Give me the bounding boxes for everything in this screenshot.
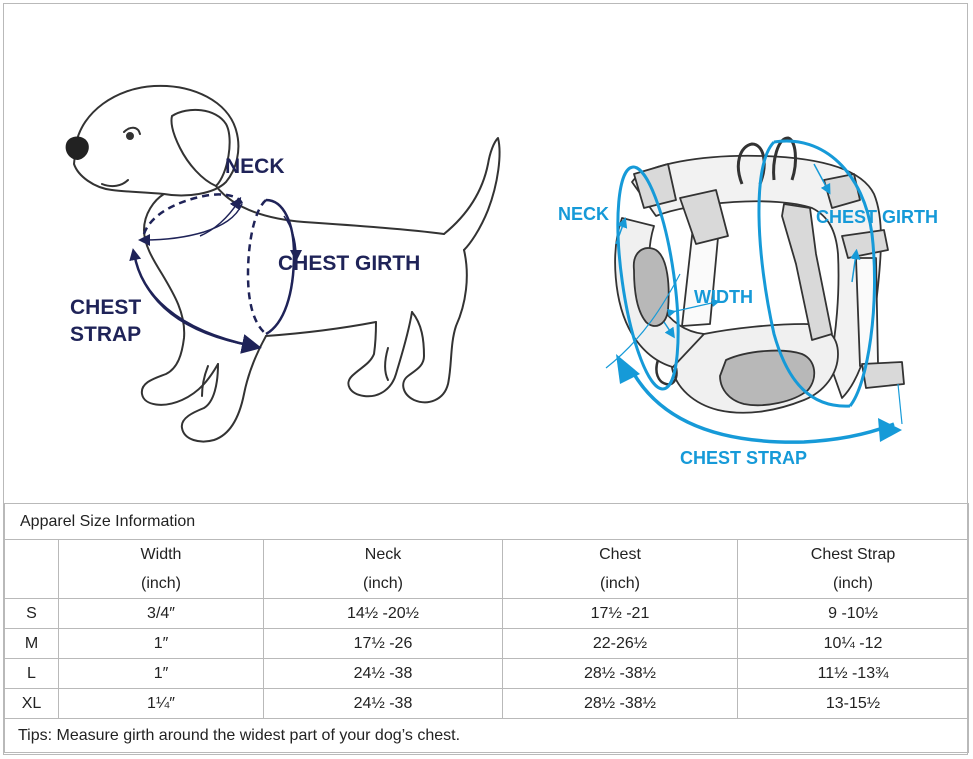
chest-strap-cell: 10¼ -12 bbox=[738, 629, 969, 659]
header-blank-unit bbox=[5, 570, 59, 599]
neck-cell: 14½ -20½ bbox=[264, 599, 503, 629]
width-cell: 1″ bbox=[59, 629, 264, 659]
harness-neck-label: NECK bbox=[558, 204, 610, 224]
chest-strap-cell: 9 -10½ bbox=[738, 599, 969, 629]
dog-chest-girth-label: CHEST GIRTH bbox=[278, 252, 421, 275]
chest-strap-cell: 13-15½ bbox=[738, 689, 969, 719]
dog-chest-strap-label-line2: STRAP bbox=[70, 323, 142, 346]
harness-chest-girth-label: CHEST GIRTH bbox=[816, 207, 939, 227]
size-table-section bbox=[4, 503, 968, 753]
chest-strap-arrow-right bbox=[878, 418, 902, 442]
header-neck: Neck bbox=[264, 540, 503, 571]
table-row bbox=[5, 659, 969, 689]
harness-width-label: WIDTH bbox=[694, 287, 753, 307]
measurement-illustration bbox=[4, 4, 967, 502]
chest-cell: 22-26½ bbox=[503, 629, 738, 659]
header-chest-strap: Chest Strap bbox=[738, 540, 969, 571]
table-header-names bbox=[5, 540, 969, 571]
width-cell: 1″ bbox=[59, 659, 264, 689]
header-chest-strap-unit: (inch) bbox=[738, 570, 969, 599]
dog-chest-strap-label-line1: CHEST bbox=[70, 296, 142, 319]
size-cell: M bbox=[5, 629, 59, 659]
size-cell: XL bbox=[5, 689, 59, 719]
table-header-units bbox=[5, 570, 969, 599]
header-chest-unit: (inch) bbox=[503, 570, 738, 599]
header-blank bbox=[5, 540, 59, 571]
width-cell: 1¼″ bbox=[59, 689, 264, 719]
neck-cell: 24½ -38 bbox=[264, 689, 503, 719]
table-row bbox=[5, 599, 969, 629]
chest-cell: 17½ -21 bbox=[503, 599, 738, 629]
chest-cell: 28½ -38½ bbox=[503, 659, 738, 689]
illustration-svg bbox=[4, 4, 967, 502]
size-cell: S bbox=[5, 599, 59, 629]
dog-neck-label: NECK bbox=[225, 155, 285, 178]
chest-strap-cell: 11½ -13¾ bbox=[738, 659, 969, 689]
table-row bbox=[5, 689, 969, 719]
size-cell: L bbox=[5, 659, 59, 689]
size-table bbox=[4, 503, 969, 753]
harness-chest-strap-label: CHEST STRAP bbox=[680, 448, 808, 468]
table-row bbox=[5, 629, 969, 659]
header-neck-unit: (inch) bbox=[264, 570, 503, 599]
neck-cell: 24½ -38 bbox=[264, 659, 503, 689]
chest-cell: 28½ -38½ bbox=[503, 689, 738, 719]
header-width: Width bbox=[59, 540, 264, 571]
tips-text: Tips: Measure girth around the widest part of your dog’s chest. bbox=[5, 719, 969, 753]
width-cell: 3/4″ bbox=[59, 599, 264, 629]
header-width-unit: (inch) bbox=[59, 570, 264, 599]
header-chest: Chest bbox=[503, 540, 738, 571]
table-title: Apparel Size Information bbox=[5, 504, 969, 540]
dog-nose bbox=[66, 137, 89, 160]
neck-cell: 17½ -26 bbox=[264, 629, 503, 659]
